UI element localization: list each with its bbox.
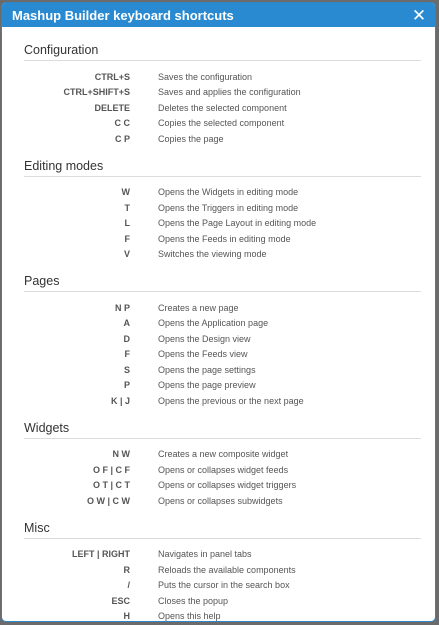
shortcut-key: / — [127, 580, 130, 591]
shortcut-row — [24, 69, 425, 85]
keyboard-shortcuts-dialog — [1, 2, 436, 622]
shortcut-row — [24, 216, 425, 232]
shortcut-description: Opens this help — [158, 611, 221, 622]
shortcut-key: F — [124, 233, 130, 244]
shortcut-row — [24, 378, 425, 394]
shortcut-row — [24, 316, 425, 332]
shortcut-description: Opens the page preview — [158, 380, 256, 391]
shortcut-row — [24, 247, 425, 263]
shortcut-key: F — [124, 349, 130, 360]
shortcut-row — [24, 362, 425, 378]
shortcut-key: D — [123, 333, 130, 344]
shortcut-description: Opens the previous or the next page — [158, 395, 304, 406]
shortcut-description: Opens the Feeds in editing mode — [158, 233, 291, 244]
section-configuration — [24, 43, 425, 147]
shortcut-key: O W | C W — [86, 495, 130, 506]
shortcut-description: Saves and applies the configuration — [158, 87, 301, 98]
shortcut-key: K | J — [110, 395, 130, 406]
shortcut-row — [24, 393, 425, 409]
shortcut-key: N W — [112, 449, 130, 460]
shortcut-key: LEFT | RIGHT — [71, 549, 130, 560]
shortcut-description: Copies the page — [158, 133, 224, 144]
shortcut-description: Opens the Application page — [158, 318, 269, 329]
shortcut-description: Deletes the selected component — [158, 102, 287, 113]
shortcut-row — [24, 231, 425, 247]
shortcut-row — [24, 478, 425, 494]
shortcut-description: Opens the Design view — [158, 333, 251, 344]
section-editing-modes — [24, 159, 425, 263]
shortcut-description: Navigates in panel tabs — [158, 549, 252, 560]
shortcut-key: L — [124, 218, 130, 229]
shortcut-key: P — [123, 380, 130, 391]
shortcut-key: V — [123, 249, 130, 260]
shortcut-row — [24, 200, 425, 216]
shortcut-row — [24, 85, 425, 101]
shortcut-key: CTRL+SHIFT+S — [63, 87, 130, 98]
shortcut-description: Closes the popup — [158, 595, 229, 606]
shortcut-description: Switches the viewing mode — [158, 249, 267, 260]
shortcut-description: Saves the configuration — [158, 71, 253, 82]
shortcut-description: Reloads the available components — [158, 564, 296, 575]
shortcut-key: O F | C F — [92, 464, 130, 475]
shortcut-row — [24, 331, 425, 347]
close-icon[interactable]: ✕ — [411, 5, 427, 25]
shortcut-description: Opens the Feeds view — [158, 349, 248, 360]
shortcut-key: C C — [114, 118, 130, 129]
shortcut-description: Opens the Page Layout in editing mode — [158, 218, 317, 229]
shortcut-key: ESC — [111, 595, 130, 606]
shortcut-row — [24, 578, 425, 594]
shortcut-key: R — [123, 564, 130, 575]
shortcut-key: W — [121, 187, 130, 198]
shortcut-key: O T | C T — [92, 480, 130, 491]
shortcut-row — [24, 493, 425, 509]
shortcut-key: DELETE — [94, 102, 130, 113]
section-pages — [24, 274, 425, 409]
shortcut-key: N P — [114, 302, 130, 313]
shortcut-description: Copies the selected component — [158, 118, 285, 129]
dialog-titlebar — [2, 3, 435, 27]
shortcuts-content — [2, 27, 435, 622]
shortcut-row — [24, 447, 425, 463]
shortcut-row — [24, 547, 425, 563]
shortcut-key: A — [123, 318, 130, 329]
section-title: Pages — [24, 274, 421, 292]
shortcut-row — [24, 185, 425, 201]
shortcut-description: Opens the Triggers in editing mode — [158, 202, 299, 213]
shortcut-key: S — [123, 364, 130, 375]
shortcut-row — [24, 116, 425, 132]
shortcut-row — [24, 462, 425, 478]
shortcut-key: C P — [114, 133, 130, 144]
shortcut-row — [24, 131, 425, 147]
shortcut-description: Opens the Widgets in editing mode — [158, 187, 299, 198]
shortcut-key: T — [124, 202, 130, 213]
shortcut-row — [24, 562, 425, 578]
shortcut-description: Creates a new page — [158, 302, 239, 313]
section-title: Widgets — [24, 421, 421, 439]
shortcut-key: CTRL+S — [94, 71, 130, 82]
shortcut-description: Creates a new composite widget — [158, 449, 289, 460]
shortcut-row — [24, 593, 425, 609]
shortcut-description: Opens or collapses widget feeds — [158, 464, 289, 475]
shortcut-description: Opens or collapses subwidgets — [158, 495, 283, 506]
section-misc — [24, 521, 425, 623]
shortcut-description: Opens or collapses widget triggers — [158, 480, 297, 491]
shortcut-row — [24, 347, 425, 363]
shortcut-description: Puts the cursor in the search box — [158, 580, 290, 591]
shortcut-key: H — [123, 611, 130, 622]
shortcut-row — [24, 300, 425, 316]
dialog-title: Mashup Builder keyboard shortcuts — [12, 7, 234, 23]
shortcut-description: Opens the page settings — [158, 364, 256, 375]
section-title: Misc — [24, 521, 421, 539]
section-title: Editing modes — [24, 159, 421, 177]
section-widgets — [24, 421, 425, 509]
shortcut-row — [24, 609, 425, 623]
section-title: Configuration — [24, 43, 421, 61]
shortcut-row — [24, 100, 425, 116]
